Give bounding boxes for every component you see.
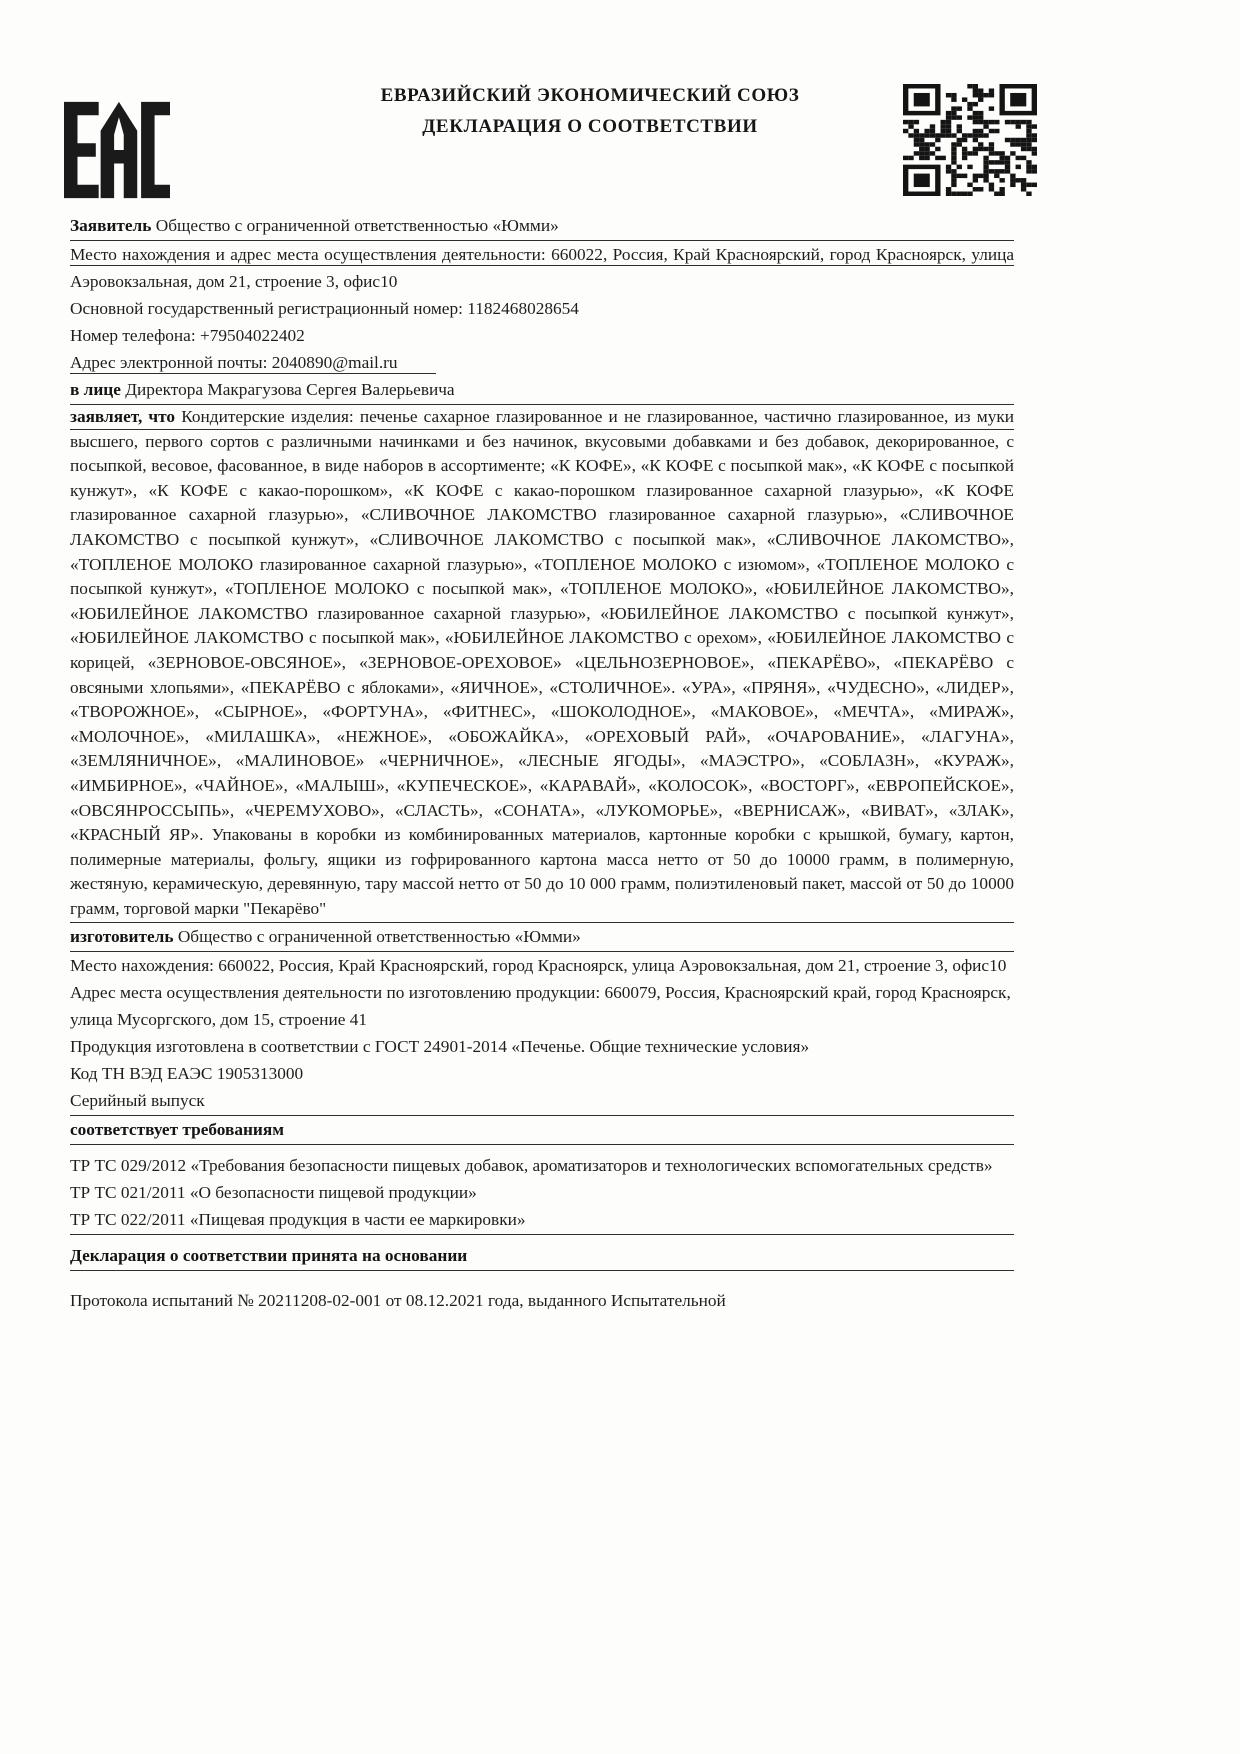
manufacturer-label: изготовитель (70, 927, 174, 947)
document-body (0, 206, 1240, 1314)
manufacturer-row (70, 923, 1014, 952)
regulation-item: ТР ТС 029/2012 «Требования безопасности пищевых добавок, ароматизаторов и технологических вспомогательных средств» (70, 1156, 993, 1176)
basis-heading: Декларация о соответствии принята на основании (70, 1242, 1014, 1271)
product-description: Кондитерские изделия: печенье сахарное глазированное и не глазированное, частично глазированное, из муки высшего, первого сортов с различными начинками и без начинок, вкусовыми добавками и без добавок, декорированное, с посыпкой, весовое, фасованное, в виде наборов в ассортименте; «К КОФЕ», «К КОФЕ с посыпкой мак», «К КОФЕ с посыпкой кунжут», «К КОФЕ с какао-порошком», «К КОФЕ с какао-порошком глазированное сахарной глазурью», «К КОФЕ глазированное сахарной глазурью», «СЛИВОЧНОЕ ЛАКОМСТВО глазированное сахарной глазурью», «СЛИВОЧНОЕ ЛАКОМСТВО с посыпкой кунжут», «СЛИВОЧНОЕ ЛАКОМСТВО с посыпкой мак», «СЛИВОЧНОЕ ЛАКОМСТВО», «ТОПЛЕНОЕ МОЛОКО глазированное сахарной глазурью», «ТОПЛЕНОЕ МОЛОКО с изюмом», «ТОПЛЕНОЕ МОЛОКО с посыпкой кунжут», «ТОПЛЕНОЕ МОЛОКО с посыпкой мак», «ТОПЛЕНОЕ МОЛОКО», «ЮБИЛЕЙНОЕ ЛАКОМСТВО», «ЮБИЛЕЙНОЕ ЛАКОМСТВО глазированное сахарной глазурью», «ЮБИЛЕЙНОЕ ЛАКОМСТВО с посыпкой кунжут», «ЮБИЛЕЙНОЕ ЛАКОМСТВО с посыпкой мак», «ЮБИЛЕЙНОЕ ЛАКОМСТВО с орехом», «ЮБИЛЕЙНОЕ ЛАКОМСТВО с корицей, «ЗЕРНОВОЕ-ОВСЯНОЕ», «ЗЕРНОВОЕ-ОРЕХОВОЕ» «ЦЕЛЬНОЗЕРНОВОЕ», «ПЕКАРЁВО», «ПЕКАРЁВО с овсяными хлопьями», «ПЕКАРЁВО с яблоками», «ЯИЧНОЕ», «СТОЛИЧНОЕ». «УРА», «ПРЯНЯ», «ЧУДЕСНО», «ЛИДЕР», «ТВОРОЖНОЕ», «СЫРНОЕ», «ФОРТУНА», «ФИТНЕС», «ШОКОЛОДНОЕ», «МАКОВОЕ», «МЕЧТА», «МИРАЖ», «МОЛОЧНОЕ», «МИЛАШКА», «НЕЖНОЕ», «ОБОЖАЙКА», «ОРЕХОВЫЙ РАЙ», «ОЧАРОВАНИЕ», «ЛАГУНА», «ЗЕМЛЯНИЧНОЕ», «МАЛИНОВОЕ» «ЧЕРНИЧНОЕ», «ЛЕСНЫЕ ЯГОДЫ», «МАЭСТРО», «СОБЛАЗН», «КУРАЖ», «ИМБИРНОЕ», «ЧАЙНОЕ», «МАЛЫШ», «КУПЕЧЕСКОЕ», «КАРАВАЙ», «КОЛОСОК», «ВОСТОРГ», «ЕВРОПЕЙСКОЕ», «ОВСЯНРОССЫПЬ», «ЧЕРЕМУХОВО», «СЛАСТЬ», «СОНАТА», «ЛУКОМОРЬЕ», «ВЕРНИСАЖ», «ВИВАТ», «ЗЛАК», «КРАСНЫЙ ЯР». Упакованы в коробки из комбинированных материалов, картонные коробки с крышкой, бумагу, картон, полимерные материалы, фольгу, ящики из гофрированного картона масса нетто от 50 до 10000 грамм, в полимерную, жестяную, керамическую, деревянную, тару массой нетто от 50 до 10 000 грамм, полиэтиленовый пакет, массой от 50 до 10000 грамм, торговой марки "Пекарёво" (70, 407, 1014, 918)
production-address: Адрес места осуществления деятельности по изготовлению продукции: 660079, Россия, Красноярский край, город Красноярск, улица Мусоргского, дом 15, строение 41 (70, 983, 1011, 1030)
applicant-ogrn: Основной государственный регистрационный номер: 1182468028654 (70, 299, 579, 318)
applicant-label: Заявитель (70, 216, 152, 235)
gost-standard: Продукция изготовлена в соответствии с ГОСТ 24901-2014 «Печенье. Общие технические условия» (70, 1037, 810, 1057)
applicant-phone: Номер телефона: +79504022402 (70, 326, 305, 345)
document-title (270, 80, 910, 142)
declaration-label: заявляет, что (70, 407, 176, 426)
eac-logo-icon (64, 100, 170, 200)
applicant-address: Место нахождения и адрес места осуществления деятельности: 660022, Россия, Край Красноярский, город Красноярск, улица Аэровокзальная, дом 21, строение 3, офис10 (70, 241, 1014, 295)
representative-row (70, 376, 1014, 405)
regulation-item: ТР ТС 021/2011 «О безопасности пищевой продукции» (70, 1183, 477, 1203)
document-header (0, 0, 1240, 206)
applicant-name: Общество с ограниченной ответственностью «Юмми» (155, 216, 559, 235)
representative-label: в лице (70, 380, 121, 399)
serial-release: Серийный выпуск (70, 1087, 1014, 1116)
compliance-heading: соответствует требованиям (70, 1116, 1014, 1145)
basis-document: Протокола испытаний № 20211208-02-001 от 08.12.2021 года, выданного Испытательной (70, 1291, 726, 1311)
applicant-row (70, 212, 1014, 241)
union-name: ЕВРАЗИЙСКИЙ ЭКОНОМИЧЕСКИЙ СОЮЗ (380, 85, 800, 106)
applicant-email-row (70, 349, 1014, 376)
declaration-paragraph (70, 405, 1014, 923)
manufacturer-address: Место нахождения: 660022, Россия, Край Красноярский, город Красноярск, улица Аэровокзальная, дом 21, строение 3, офис10 (70, 956, 1007, 976)
regulation-item: ТР ТС 022/2011 «Пищевая продукция в части ее маркировки» (70, 1206, 1014, 1235)
applicant-email: Адрес электронной почты: 2040890@mail.ru (70, 353, 436, 374)
qr-code-icon (903, 84, 1037, 196)
representative-name: Директора Макрагузова Сергея Валерьевича (125, 380, 455, 399)
tnved-code: Код ТН ВЭД ЕАЭС 1905313000 (70, 1064, 304, 1084)
doc-title: ДЕКЛАРАЦИЯ О СООТВЕТСТВИИ (422, 116, 758, 137)
manufacturer-name: Общество с ограниченной ответственностью «Юмми» (177, 927, 581, 947)
